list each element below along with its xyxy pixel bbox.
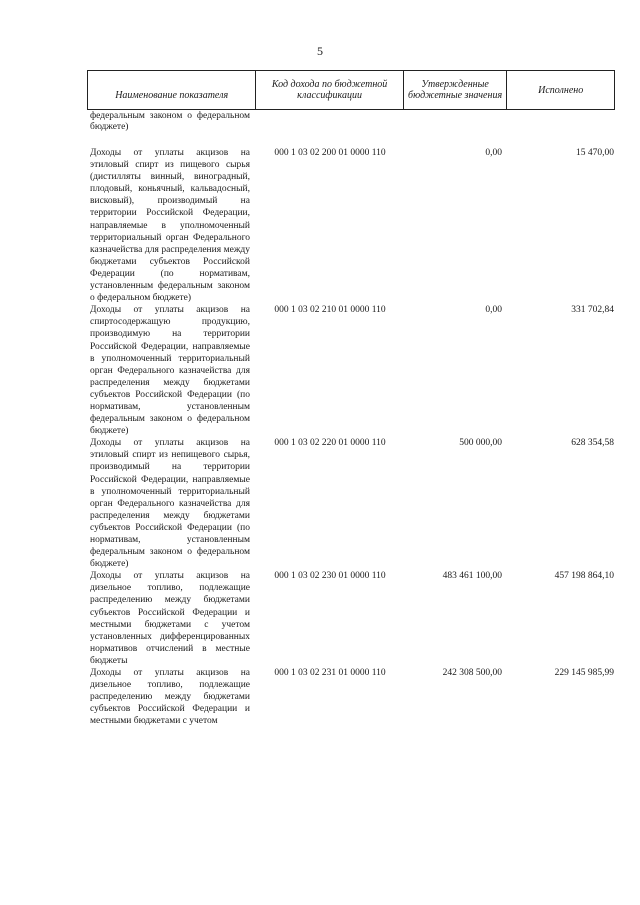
header-executed: Исполнено [506, 71, 614, 109]
row-executed: 229 145 985,99 [554, 668, 614, 679]
row-code: 000 1 03 02 231 01 0000 110 [274, 668, 386, 679]
header-name: Наименование показателя [115, 89, 229, 101]
row-executed: 331 702,84 [571, 305, 614, 316]
row-executed: 628 354,58 [571, 438, 614, 449]
budget-revenue-table [87, 70, 615, 728]
table-row [87, 437, 615, 570]
header-approved: Утвержденные бюджетные значения [403, 71, 507, 109]
row-description: Доходы от уплаты акцизов на дизельное топливо, подлежащие распределению между бюджетами субъектов Российской Федерации и местными бюджетами с учетом [90, 668, 250, 727]
row-executed: 457 198 864,10 [554, 571, 614, 582]
row-code: 000 1 03 02 230 01 0000 110 [274, 571, 386, 582]
table-row [87, 667, 615, 727]
row-description: Доходы от уплаты акцизов на этиловый спирт из непищевого сырья, производимый на территории Российской Федерации, направляемые в уполномоченный территориальный орган Федерального казначейства для распределения между бюджетами субъектов Российской Федерации (по нормативам, установленным федеральным законом о федеральном бюджете) [90, 438, 250, 570]
row-description: Доходы от уплаты акцизов на спиртосодержащую продукцию, производимую на территории Российской Федерации, направляемые в уполномоченный территориальный орган Федерального казначейства для распределения между бюджетами субъектов Российской Федерации (по нормативам, установленным федеральным законом о федеральном бюджете) [90, 305, 250, 437]
row-description: Доходы от уплаты акцизов на дизельное топливо, подлежащие распределению между бюджетами субъектов Российской Федерации и местными бюджетами с учетом установленных дифференцированных нормативов отчислений в местные бюджеты [90, 571, 250, 666]
row-code: 000 1 03 02 210 01 0000 110 [274, 305, 386, 316]
row-executed: 15 470,00 [576, 148, 614, 158]
table-row [87, 570, 615, 667]
row-code: 000 1 03 02 220 01 0000 110 [274, 438, 386, 449]
table-row [87, 304, 615, 437]
row-description: Доходы от уплаты акцизов на этиловый спирт из пищевого сырья (дистилляты винный, виноградный, плодовый, коньячный, кальвадосный, висковый), производимый на территории Российской Федерации, направляемые в уполномоченный территориальный орган Федерального казначейства для распределения между бюджетами субъектов Российской Федерации (по нормативам, установленным федеральным законом о федеральном бюджете) [90, 148, 250, 304]
row-approved: 0,00 [485, 305, 502, 316]
page-number: 5 [317, 44, 323, 58]
row-code: 000 1 03 02 200 01 0000 110 [274, 148, 386, 158]
header-code: Код дохода по бюджетной классификации [255, 71, 402, 109]
row-approved: 242 308 500,00 [442, 668, 502, 679]
row-approved: 483 461 100,00 [442, 571, 502, 582]
continuation-text: федеральным законом о федеральном бюджете) [90, 111, 250, 132]
row-approved: 0,00 [485, 148, 502, 158]
row-approved: 500 000,00 [459, 438, 502, 449]
table-row [87, 147, 615, 304]
table-header [87, 70, 615, 110]
